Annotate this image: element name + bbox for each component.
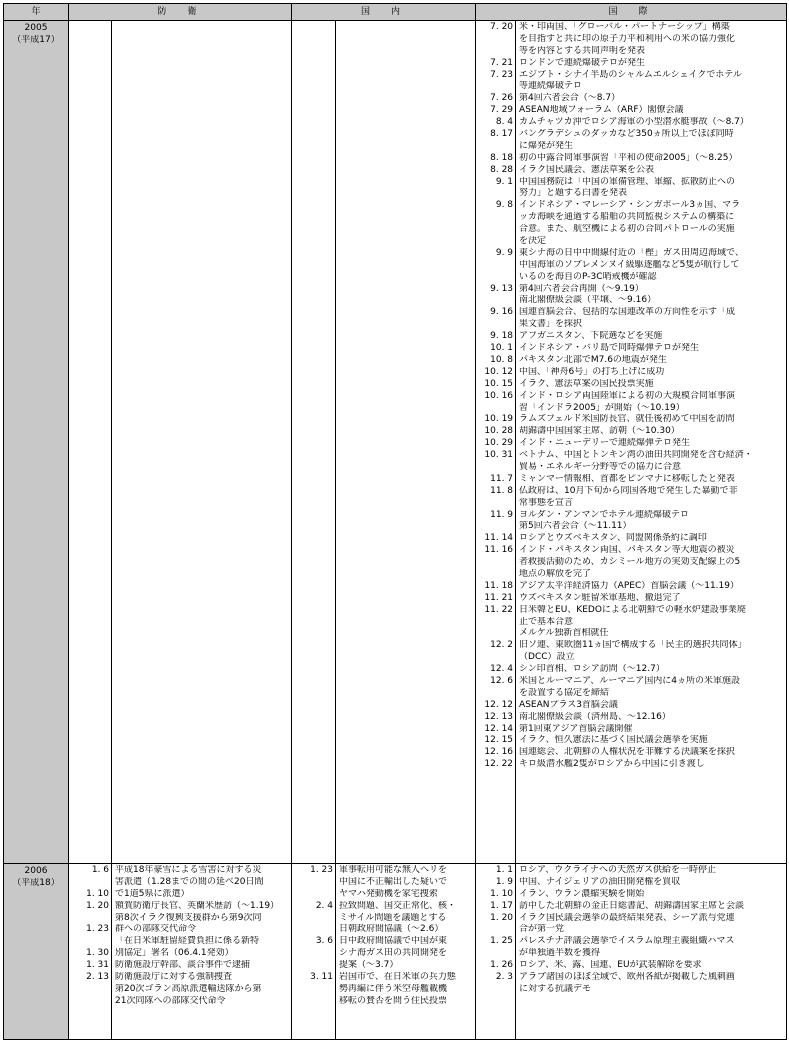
event-date: 7. 21	[490, 57, 514, 68]
event-text-line: 者救援活動のため、カシミール地方の実効支配線上の5	[519, 557, 741, 568]
event-text-line: 米国とルーマニア、ルーマニア国内に4ヵ所の米軍施設	[519, 675, 741, 686]
event-date	[476, 81, 513, 93]
event-text-line: 21次同隊への部隊交代命令	[115, 995, 226, 1006]
header-defense: 防 衛	[69, 4, 292, 21]
event-text-line: で1道5県に派遣）	[115, 888, 190, 899]
event-date	[476, 272, 513, 284]
event-date	[292, 960, 333, 972]
event-date: 7. 26	[490, 93, 514, 104]
event-text-line: 旧ソ連、東欧圏11ヵ国で構成する「民主的選択共同体」	[519, 640, 747, 651]
event-text-line: 等連続爆破テロ	[519, 81, 583, 92]
event-date	[292, 924, 333, 936]
event-text-line: 日中政府間協議で中国が東	[339, 936, 448, 947]
event-date	[476, 652, 513, 664]
event-date: 1. 31	[86, 960, 109, 971]
event-text-line: 日朝政府間協議（～2.6）	[339, 924, 444, 935]
event-date: 12. 16	[484, 747, 514, 758]
event-date	[476, 462, 513, 474]
event-date	[292, 984, 333, 996]
event-date	[69, 936, 109, 948]
defense-dates	[69, 21, 112, 864]
event-text-line: 国連総会、北朝鮮の人権状況を非難する決議案を採択	[519, 747, 736, 758]
event-text-line: ミサイル問題を議題とする	[339, 912, 447, 923]
event-text-line: 中国に不正輸出した疑いで	[339, 876, 448, 887]
international-events	[516, 21, 787, 864]
event-text-line: ッカ海峡を通過する船舶の共同監視システムの構築に	[519, 212, 735, 223]
event-date	[69, 984, 109, 996]
event-text-line: 米・印両国、「グローバル・パートナーシップ」構築	[519, 22, 730, 32]
event-date: 1. 23	[310, 865, 334, 875]
event-date	[476, 236, 513, 248]
event-date	[292, 948, 333, 960]
event-text-line: インド・ニューデリーで連続爆弾テロ発生	[519, 438, 691, 449]
event-text-line: イラク、憲法草案の国民投票実施	[519, 378, 654, 389]
defense-dates	[69, 864, 112, 1040]
event-date: 11. 22	[484, 604, 514, 615]
domestic-events	[336, 21, 476, 864]
event-text-line: インドネシア・マレーシア・シンガポール3ヵ国、マラ	[519, 200, 741, 211]
era-label: （平成17）	[12, 34, 60, 45]
event-text-line: 害派遣（1.28までの間の延べ20日間	[115, 876, 264, 887]
event-date	[476, 628, 513, 640]
event-text-line: 初の中露合同軍事演習「平和の使命2005」（～8.25）	[519, 152, 738, 163]
event-text-line: 止で基本合意	[519, 616, 574, 627]
event-text-line: 軍事転用可能な無人ヘリを	[339, 865, 448, 875]
event-text-line: キロ級潜水艦2隻がロシアから中国に引き渡し	[519, 759, 705, 770]
event-date: 7. 29	[490, 105, 514, 116]
event-date: 12. 12	[484, 699, 514, 710]
event-date: 1. 26	[490, 960, 514, 971]
international-events	[516, 864, 787, 1040]
year-label: 2005	[24, 23, 48, 33]
event-text-line: に対する抗議デモ	[519, 983, 592, 994]
event-text-line: シン印首相、ロシア訪問（～12.7）	[519, 664, 665, 675]
event-text-line: いるのを海自のP-3C哨戒機が確認	[519, 271, 657, 282]
event-date	[292, 996, 333, 1008]
defense-events	[112, 21, 292, 864]
event-date	[476, 924, 513, 936]
event-text-line: ラムズフェルド米国防長官、就任後初めて中国を訪問	[519, 414, 735, 425]
event-date: 1. 25	[490, 936, 514, 947]
event-text-line: 果文書」を採択	[519, 319, 583, 330]
event-text-line: 第1回東アジア首脳会議開催	[519, 723, 633, 734]
event-date: 10. 31	[484, 450, 514, 461]
event-date	[476, 521, 513, 533]
event-text-line: 訪中した北朝鮮の金正日総書記、胡錦濤国家主席と会談	[519, 900, 745, 911]
event-date	[476, 948, 513, 960]
event-text-line: を設置する協定を締結	[519, 687, 610, 698]
event-text-line: が単独過半数を獲得	[519, 948, 601, 959]
event-text-line: を決定	[519, 236, 547, 247]
event-date: 1. 9	[495, 876, 514, 887]
event-date: 10. 16	[484, 390, 514, 401]
event-date: 1. 10	[86, 888, 109, 899]
event-text-line: に爆発が発生	[519, 140, 574, 151]
defense-events	[112, 864, 292, 1040]
event-date	[292, 913, 333, 925]
event-date	[476, 617, 513, 629]
event-text-line: 胡錦濤中国国家主席、訪朝（～10.30）	[519, 426, 680, 437]
year-cell	[4, 21, 69, 864]
event-date	[476, 295, 513, 307]
event-text-line: 中国国務院は「中国の軍備管理、軍縮、拡散防止への	[519, 176, 736, 187]
table-row	[4, 21, 787, 864]
international-dates	[476, 864, 516, 1040]
event-text-line: を目指すと共に印の原子力平和利用への米の協力強化	[519, 33, 736, 44]
event-date	[292, 877, 333, 889]
event-text-line: 南北閣僚級会談（済州島、～12.16）	[519, 711, 671, 722]
event-date: 8. 17	[490, 129, 514, 140]
event-text-line: ヤマハ発動機を家宅捜索	[339, 888, 438, 899]
event-text-line: パレスチナ評議会選挙でイスラム原理主義組織ハマス	[519, 936, 735, 947]
event-text-line: 防衛施設庁幹部、談合事件で逮捕	[115, 960, 251, 971]
event-text-line: 合が第一党	[519, 924, 565, 935]
event-text-line: ASEANプラス3首脳会議	[519, 699, 618, 710]
event-date: 11. 18	[484, 580, 514, 591]
event-text-line: 「在日米軍駐留経費負担に係る新特	[115, 936, 260, 947]
event-text-line: 地点の解放を完了	[519, 568, 592, 579]
event-text-line: 中国、「神舟6号」の打ち上げに成功	[519, 366, 665, 377]
domestic-events	[336, 864, 476, 1040]
event-date	[476, 498, 513, 510]
event-date	[69, 913, 109, 925]
event-text-line: 移転の賛否を問う住民投票	[339, 995, 448, 1006]
event-date: 11. 9	[490, 509, 514, 520]
event-date: 11. 8	[490, 485, 514, 496]
event-date	[476, 688, 513, 700]
event-text-line: 第8次イラク復興支援群から第9次同	[115, 912, 262, 923]
event-text-line: イラン、ウラン濃縮実験を開始	[519, 888, 645, 899]
event-date: 8. 4	[495, 117, 514, 128]
event-date	[476, 557, 513, 569]
event-text-line: 合意。また、航空機による初の合同パトロールの実施	[519, 224, 735, 235]
event-text-line: ヨルダン・アンマンでホテル連続爆破テロ	[519, 509, 689, 520]
event-date: 3. 6	[315, 936, 334, 947]
event-text-line: ロシア、ウクライナへの天然ガス供給を一時停止	[519, 865, 717, 875]
event-text-line: 第20次ゴラン高原派遣輸送隊から第	[115, 983, 262, 994]
event-date: 12. 14	[484, 723, 514, 734]
event-text-line: 第5回六者会合（～11.11）	[519, 521, 632, 532]
event-date	[476, 188, 513, 200]
event-text-line: 第4回六者会合（～8.7）	[519, 93, 621, 104]
chronology-table	[3, 3, 787, 1040]
domestic-dates	[292, 21, 336, 864]
event-date: 1. 1	[495, 865, 514, 875]
event-date	[476, 34, 513, 46]
event-date	[476, 403, 513, 415]
event-date: 2. 4	[315, 900, 334, 911]
event-text-line: イラク、恒久憲法に基づく国民議会選挙を実施	[519, 735, 708, 746]
event-text-line: 日米韓とEU、KEDOによる北朝鮮での軽水炉建設事業廃	[519, 604, 746, 615]
event-date: 10. 28	[484, 426, 514, 437]
event-date	[476, 46, 513, 58]
event-date: 7. 20	[490, 22, 514, 32]
domestic-dates	[292, 864, 336, 1040]
event-date: 10. 1	[490, 343, 514, 354]
event-date: 8. 28	[490, 164, 514, 175]
event-text-line: ロシア、米、露、国連、EUが武装解除を要求	[519, 960, 702, 971]
event-text-line: インド・ロシア両国陸軍による初の大規模合同軍事演	[519, 390, 736, 401]
event-text-line: ロンドンで連続爆破テロが発生	[519, 57, 646, 68]
event-date: 1. 20	[86, 900, 109, 911]
event-text-line: 額賀防衛庁長官、英蘭米歴訪（～1.19）	[115, 900, 280, 911]
event-text-line: 東シナ海の日中中間線付近の「樫」ガス田周辺海域で、	[519, 247, 744, 258]
event-date: 1. 10	[490, 888, 514, 899]
event-date	[476, 260, 513, 272]
event-date: 1. 30	[86, 948, 109, 959]
event-date: 7. 23	[490, 69, 514, 80]
event-text-line: カムチャツカ沖でロシア海軍の小型潜水艇事故（～8.7）	[519, 117, 749, 128]
event-text-line: 勢再編に伴う米空母艦載機	[339, 983, 448, 994]
event-text-line: 拉致問題、国交正常化、核・	[339, 900, 457, 911]
event-date: 10. 12	[484, 366, 514, 377]
event-text-line: ウズベキスタン駐留米軍基地、撤退完了	[519, 592, 681, 603]
header-international: 国 際	[476, 4, 787, 21]
event-text-line: インドネシア・バリ島で同時爆弾テロが発生	[519, 343, 699, 354]
year-cell	[4, 864, 69, 1040]
event-text-line: 第4回六者会合再開（～9.19）	[519, 283, 644, 294]
event-text-line: イラク国民議会、憲法草案を公表	[519, 164, 655, 175]
event-text-line: 提案（～3.7）	[339, 960, 399, 971]
event-date: 9. 8	[495, 200, 514, 211]
event-date: 3. 11	[310, 972, 334, 983]
event-date	[476, 319, 513, 331]
table-row	[4, 864, 787, 1040]
event-text-line: シナ海ガス田の共同開発を	[339, 948, 448, 959]
event-date: 11. 16	[484, 545, 514, 556]
event-text-line: ASEAN地域フォーラム（ARF）閣僚会議	[519, 105, 684, 116]
event-text-line: 努力」と題する白書を発表	[519, 188, 628, 199]
event-text-line: ロシアとウズベキスタン、同盟関係条約に調印	[519, 533, 707, 544]
event-text-line: 中国、ナイジェリアの油田開発権を買収	[519, 876, 681, 887]
year-label: 2006	[24, 866, 48, 876]
event-date	[476, 984, 513, 996]
event-date: 11. 21	[484, 592, 514, 603]
event-date	[476, 141, 513, 153]
event-text-line: 習「インドラ2005」が開始（～10.19）	[519, 402, 685, 413]
international-dates	[476, 21, 516, 864]
event-date	[476, 212, 513, 224]
event-date: 10. 19	[484, 414, 514, 425]
event-text-line: アジア太平洋経済協力（APEC）首脳会議（～11.19）	[519, 580, 739, 591]
event-date: 8. 18	[490, 152, 514, 163]
event-text-line: ミャンマー情報相、首都をピンマナに移転したと発表	[519, 473, 735, 484]
event-date: 9. 18	[490, 331, 514, 342]
event-date: 1. 17	[490, 900, 514, 911]
event-text-line: 別協定」署名（06.4.1発効）	[115, 948, 234, 959]
header-row	[4, 4, 787, 21]
event-date: 2. 3	[495, 972, 514, 983]
event-date	[292, 889, 333, 901]
event-date: 11. 7	[490, 473, 514, 484]
event-date: 12. 2	[490, 640, 514, 651]
event-date: 12. 22	[484, 759, 514, 770]
event-text-line: 平成18年豪雪による雪害に対する災	[115, 865, 262, 875]
event-date: 9. 1	[495, 176, 514, 187]
event-text-line: バングラデシュのダッカなど350ヵ所以上でほぼ同時	[519, 129, 734, 140]
event-text-line: 仏政府は、10月下旬から同国各地で発生した暴動で非	[519, 485, 738, 496]
header-year: 年	[4, 4, 69, 21]
event-text-line: パキスタン北部でM7.6の地震が発生	[519, 354, 667, 365]
event-date: 11. 14	[484, 533, 514, 544]
event-text-line: 等を内容とする共同声明を発表	[519, 45, 646, 56]
event-text-line: メルケル独新首相就任	[519, 628, 609, 639]
event-date: 2. 13	[86, 972, 109, 983]
event-date: 9. 9	[495, 247, 514, 258]
event-text-line: インド・パキスタン両国、パキスタン等大地震の被災	[519, 545, 735, 556]
event-text-line: ベトナム、中国とトンキン湾の油田共同開発を含む経済・	[519, 450, 753, 461]
event-date: 9. 16	[490, 307, 514, 318]
event-text-line: エジプト・シナイ半島のシャルムエルシェイクでホテル	[519, 69, 742, 80]
era-label: （平成18）	[12, 877, 60, 888]
event-date: 12. 13	[484, 711, 514, 722]
event-text-line: アラブ諸国のほぼ全域で、欧州各紙が掲載した風刺画	[519, 972, 735, 983]
event-date: 12. 15	[484, 735, 514, 746]
event-text-line: 岩国市で、在日米軍の兵力態	[339, 972, 456, 983]
event-text-line: イラク国民議会選挙の最終結果発表、シーア派与党連	[519, 912, 735, 923]
event-text-line: 中国海軍のソブレメンヌイ級駆逐艦など5隻が航行して	[519, 259, 740, 270]
event-date: 9. 13	[490, 283, 514, 294]
event-date	[476, 569, 513, 581]
event-text-line: 常事態を宣言	[519, 497, 574, 508]
event-text-line: アフガニスタン、下院選などを実施	[519, 331, 663, 342]
event-text-line: 群への部隊交代命令	[115, 924, 197, 935]
event-text-line: 南北閣僚級会談（平壌、～9.16）	[519, 295, 657, 306]
event-text-line: 国連首脳会合、包括的な国連改革の方向性を示す「成	[519, 307, 736, 318]
event-text-line: 防衛施設庁に対する強制捜査	[115, 972, 233, 983]
event-date: 12. 6	[490, 675, 514, 686]
event-date	[476, 224, 513, 236]
event-text-line: （DCC）設立	[519, 652, 575, 663]
event-date: 1. 6	[91, 865, 109, 875]
event-date: 1. 23	[86, 924, 109, 935]
event-date: 10. 29	[484, 438, 514, 449]
event-date: 10. 8	[490, 354, 514, 365]
event-date: 1. 20	[490, 912, 514, 923]
event-date: 10. 15	[484, 378, 514, 389]
event-date: 12. 4	[490, 664, 514, 675]
event-text-line: 貿易・エネルギー分野等での協力に合意	[519, 461, 682, 472]
header-domestic: 国 内	[292, 4, 476, 21]
event-date	[69, 877, 109, 889]
